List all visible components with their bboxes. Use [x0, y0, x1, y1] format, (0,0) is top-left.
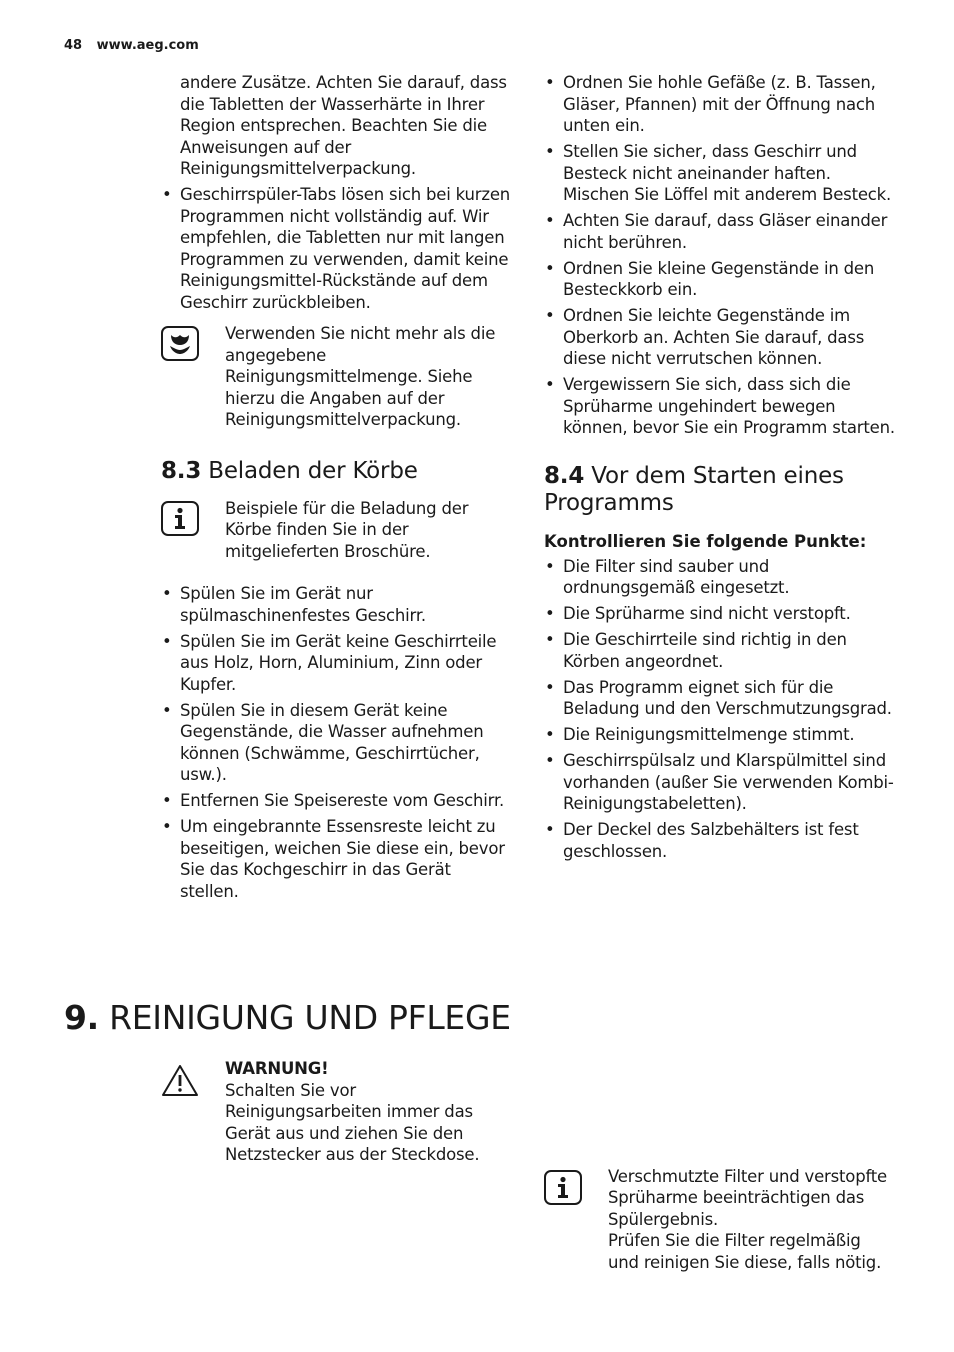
- info-text-filters: Verschmutzte Filter und verstopfte Sprüharme beeinträchtigen das Spülergebnis.: [608, 1166, 888, 1229]
- list-item: • Die Filter sind sauber und ordnungsgemäß eingesetzt.: [544, 556, 896, 599]
- section-number: 9.: [64, 998, 99, 1037]
- checklist-subheading: Kontrollieren Sie folgende Punkte:: [544, 531, 867, 551]
- environment-note-text: Verwenden Sie nicht mehr als die angegebene Reinigungsmittelmenge. Siehe hierzu die Angaben auf der Reinigungsmittelverpackung.: [225, 324, 496, 429]
- list-item: • Die Reinigungsmittelmenge stimmt.: [544, 724, 896, 746]
- page-number: 48: [64, 38, 83, 53]
- list-item: • Die Geschirrteile sind richtig in den Körben angeordnet.: [544, 629, 896, 672]
- list-item: • Stellen Sie sicher, dass Geschirr und Besteck nicht aneinander haften. Mischen Sie Löffel mit anderem Besteck.: [544, 141, 896, 206]
- list-item: • Geschirrspülsalz und Klarspülmittel sind vorhanden (außer Sie verwenden Kombi-Reinigungstabeletten).: [544, 750, 896, 815]
- left-column: [161, 72, 513, 907]
- section-title: REINIGUNG UND PFLEGE: [109, 998, 511, 1037]
- section-8-3-heading: [161, 458, 513, 485]
- info-note: [161, 498, 513, 563]
- right-column: [544, 72, 896, 867]
- section-8-3-bullet-list: [161, 583, 513, 902]
- left-bullet-list: [161, 184, 513, 313]
- list-item: • Das Programm eignet sich für die Beladung und den Verschmutzungsgrad.: [544, 677, 896, 720]
- list-item: • Der Deckel des Salzbehälters ist fest geschlossen.: [544, 819, 896, 862]
- list-item: • Spülen Sie im Gerät keine Geschirrteile aus Holz, Horn, Aluminium, Zinn oder Kupfer.: [161, 631, 513, 696]
- section-number: 8.3: [161, 457, 202, 484]
- section-title: Vor dem Starten eines Programms: [544, 462, 844, 516]
- list-item: • Geschirrspüler-Tabs lösen sich bei kurzen Programmen nicht vollständig auf. Wir empfehlen, die Tabletten nur mit langen Programmen zu verwenden, damit keine Reinigungsmittel-Rückstände auf dem Geschirr zurückbleiben.: [161, 184, 513, 313]
- list-item: • Ordnen Sie leichte Gegenstände im Oberkorb an. Achten Sie darauf, dass diese nicht verrutschen können.: [544, 305, 896, 370]
- page-header: [64, 38, 199, 53]
- warning-note: [161, 1058, 513, 1166]
- right-bullet-list: [544, 72, 896, 439]
- warning-icon: [161, 1063, 199, 1098]
- warning-text: Schalten Sie vor Reinigungsarbeiten immer das Gerät aus und ziehen Sie den Netzstecker aus der Steckdose.: [225, 1080, 480, 1164]
- info-note-cleaning: [544, 1166, 896, 1274]
- section-8-4-bullet-list: [544, 556, 896, 863]
- section-8-4-heading: [544, 463, 896, 517]
- list-item: • Ordnen Sie kleine Gegenstände in den Besteckkorb ein.: [544, 258, 896, 301]
- list-item: • Spülen Sie in diesem Gerät keine Gegenstände, die Wasser aufnehmen können (Schwämme, Geschirrtücher, usw.).: [161, 700, 513, 786]
- info-icon: [161, 501, 199, 536]
- list-item: • Die Sprüharme sind nicht verstopft.: [544, 603, 896, 625]
- info-icon: [544, 1170, 582, 1205]
- list-item: • Entfernen Sie Speisereste vom Geschirr.: [161, 790, 513, 812]
- warning-heading: WARNUNG!: [225, 1059, 329, 1078]
- section-number: 8.4: [544, 462, 585, 489]
- header-url[interactable]: www.aeg.com: [96, 38, 199, 53]
- list-item: • Spülen Sie im Gerät nur spülmaschinenfestes Geschirr.: [161, 583, 513, 626]
- section-title: Beladen der Körbe: [208, 457, 418, 484]
- section-9-heading: [64, 998, 511, 1038]
- info-text-check: Prüfen Sie die Filter regelmäßig und reinigen Sie diese, falls nötig.: [608, 1231, 882, 1272]
- environment-note: [161, 323, 513, 431]
- list-item: • Um eingebrannte Essensreste leicht zu beseitigen, weichen Sie diese ein, bevor Sie das Kochgeschirr in das Gerät stellen.: [161, 816, 513, 902]
- list-item: • Vergewissern Sie sich, dass sich die Sprüharme ungehindert bewegen können, bevor Sie ein Programm starten.: [544, 374, 896, 439]
- info-note-text: Beispiele für die Beladung der Körbe finden Sie in der mitgelieferten Broschüre.: [225, 498, 469, 561]
- intro-text: andere Zusätze. Achten Sie darauf, dass die Tabletten der Wasserhärte in Ihrer Region entsprechen. Beachten Sie die Anweisungen auf der Reinigungsmittelverpackung.: [180, 73, 507, 178]
- list-item: • Achten Sie darauf, dass Gläser einander nicht berühren.: [544, 210, 896, 253]
- environment-icon: [161, 326, 199, 361]
- list-item: • Ordnen Sie hohle Gefäße (z. B. Tassen, Gläser, Pfannen) mit der Öffnung nach unten ein.: [544, 72, 896, 137]
